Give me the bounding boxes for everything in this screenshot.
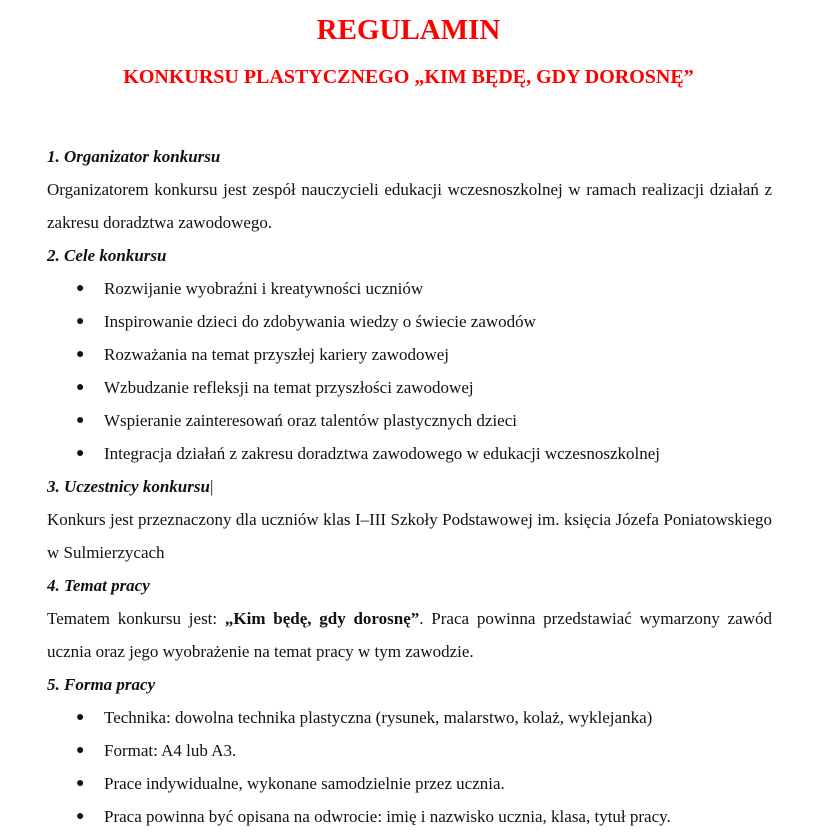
list-item: ● Format: A4 lub A3. bbox=[47, 734, 772, 767]
list-item: ● Rozwijanie wyobraźni i kreatywności uczniów bbox=[47, 272, 772, 305]
section-heading-goals: 2. Cele konkursu bbox=[47, 246, 167, 265]
section-text-topic: Tematem konkursu jest: „Kim będę, gdy dorosnę”. Praca powinna przedstawiać wymarzony zawód ucznia oraz jego wyobrażenie na temat pracy w tym zawodzie. bbox=[47, 609, 772, 661]
bullet-icon: ● bbox=[76, 314, 85, 329]
section-heading-form: 5. Forma pracy bbox=[47, 675, 156, 694]
list-item: ● Praca powinna być opisana na odwrocie: imię i nazwisko ucznia, klasa, tytuł pracy. bbox=[47, 800, 772, 833]
section-heading-topic: 4. Temat pracy bbox=[47, 576, 150, 595]
list-item: ● Technika: dowolna technika plastyczna (rysunek, malarstwo, kolaż, wyklejanka) bbox=[47, 701, 772, 734]
section-text-organizer: Organizatorem konkursu jest zespół nauczycieli edukacji wczesnoszkolnej w ramach realizacji działań z zakresu doradztwa zawodowego. bbox=[47, 180, 772, 232]
bullet-icon: ● bbox=[76, 380, 85, 395]
list-item: ● Rozważania na temat przyszłej kariery zawodowej bbox=[47, 338, 772, 371]
form-list bbox=[47, 701, 772, 833]
bullet-icon: ● bbox=[76, 446, 85, 461]
section-text-participants: Konkurs jest przeznaczony dla uczniów klas I–III Szkoły Podstawowej im. księcia Józefa Poniatowskiego w Sulmierzycach bbox=[47, 510, 772, 562]
goals-list bbox=[47, 272, 772, 470]
bullet-icon: ● bbox=[76, 809, 85, 824]
document-body bbox=[47, 140, 772, 833]
bullet-icon: ● bbox=[76, 281, 85, 296]
list-item: ● Inspirowanie dzieci do zdobywania wiedzy o świecie zawodów bbox=[47, 305, 772, 338]
list-item: ● Wspieranie zainteresowań oraz talentów plastycznych dzieci bbox=[47, 404, 772, 437]
bullet-icon: ● bbox=[76, 776, 85, 791]
document-subtitle: KONKURSU PLASTYCZNEGO „KIM BĘDĘ, GDY DOROSNĘ” bbox=[123, 66, 694, 88]
list-item: ● Prace indywidualne, wykonane samodzielnie przez ucznia. bbox=[47, 767, 772, 800]
topic-title: „Kim będę, gdy dorosnę” bbox=[224, 609, 420, 628]
section-heading-organizer: 1. Organizator konkursu bbox=[47, 147, 221, 166]
section-heading-participants: 3. Uczestnicy konkursu| bbox=[47, 477, 214, 496]
bullet-icon: ● bbox=[76, 413, 85, 428]
bullet-icon: ● bbox=[76, 743, 85, 758]
list-item: ● Wzbudzanie refleksji na temat przyszłości zawodowej bbox=[47, 371, 772, 404]
bullet-icon: ● bbox=[76, 710, 85, 725]
document-title: REGULAMIN bbox=[316, 14, 501, 46]
text-cursor: | bbox=[209, 477, 214, 496]
bullet-icon: ● bbox=[76, 347, 85, 362]
list-item: ● Integracja działań z zakresu doradztwa zawodowego w edukacji wczesnoszkolnej bbox=[47, 437, 772, 470]
